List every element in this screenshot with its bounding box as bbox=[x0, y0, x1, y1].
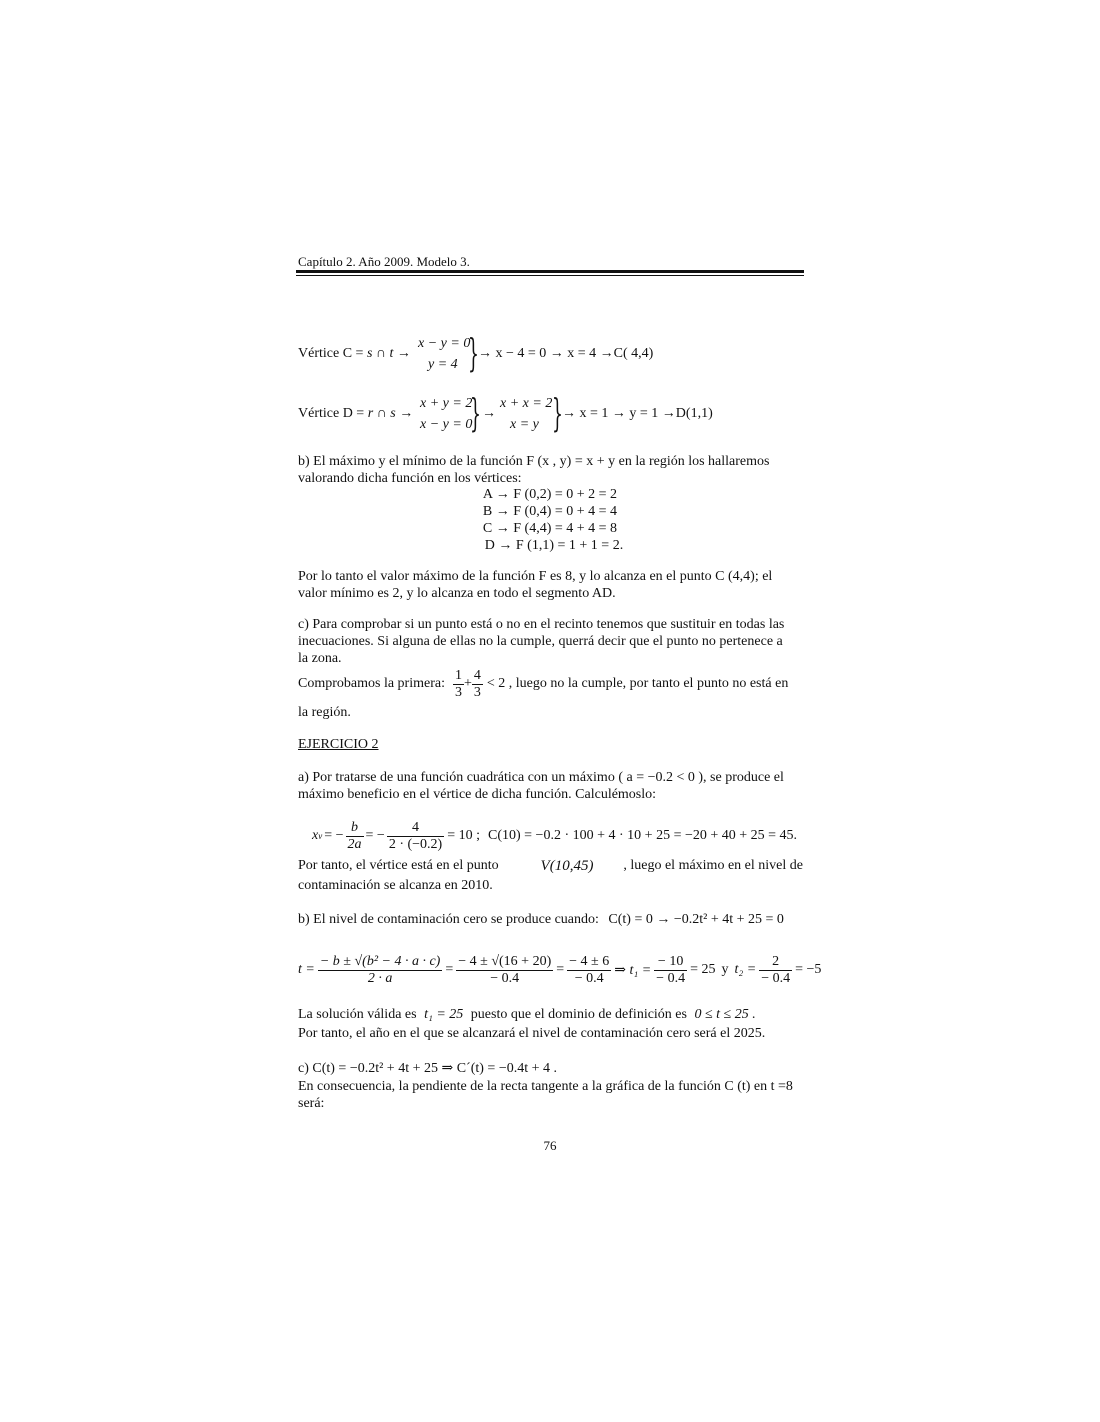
vertex-d-eq1b: x − y = 0 bbox=[420, 417, 473, 432]
concl-text-1: Por tanto, el vértice está en el punto bbox=[298, 858, 499, 873]
vertex-d-eq2b: x = y bbox=[510, 417, 539, 432]
t2-result: = −5 bbox=[795, 962, 822, 977]
concl-vertex: V(10,45) bbox=[540, 858, 594, 874]
part-c-line-1: c) Para comprobar si un punto está o no en el recinto tenemos que sustituir en todas las bbox=[298, 617, 785, 632]
ex2-c-conclusion-1: En consecuencia, la pendiente de la recta tangente a la gráfica de la función C (t) en t =8 bbox=[298, 1079, 793, 1094]
vertex-d-set: r ∩ s → bbox=[367, 406, 414, 421]
evaluation-a: A → F (0,2) = 0 + 2 = 2 bbox=[482, 487, 618, 502]
vertex-d-label: Vértice D = bbox=[298, 406, 368, 421]
vertex-d-eq1a: x + y = 2 bbox=[420, 396, 473, 411]
vertex-d-eq2a: x + x = 2 bbox=[500, 396, 553, 411]
ex2-a-line-2: máximo beneficio en el vértice de dicha función. Calculémoslo: bbox=[298, 787, 657, 802]
b-equation: C(t) = 0 → −0.2t² + 4t + 25 = 0 bbox=[608, 912, 784, 927]
xv-symbol: x bbox=[312, 828, 319, 843]
vertex-d-brace-1: } bbox=[470, 391, 481, 435]
page-number: 76 bbox=[543, 1138, 557, 1153]
quadratic-formula: t = $\frac{\text{− b ± √(b² − 4 · a · c)}}{2 \cdot a}$ = $\frac{- 4 \pm √(16 + 20)}{- 0.4}$ = $\frac{- 4 \pm 6}{- 0.4}$ ⇒ t₁ = $\frac{- 10}{- 0.4}$ = 25 y t₂ = $\frac{2}{- 0.4}$ = −5 bbox=[298, 953, 822, 986]
sol-domain: 0 ≤ t ≤ 25 . bbox=[694, 1007, 756, 1022]
section-title: EJERCICIO 2 bbox=[298, 737, 379, 752]
ex2-a-conclusion bbox=[298, 858, 803, 875]
fraction-one-third: $\frac{1}{3}$ bbox=[454, 667, 462, 700]
vertex-c-eq1: x − y = 0 bbox=[418, 336, 471, 351]
xv-result: = 10 ; bbox=[447, 828, 480, 843]
ex2-b-line bbox=[298, 912, 784, 928]
part-c-line-2: inecuaciones. Si alguna de ellas no la cumple, querrá decir que el punto no pertenece a bbox=[298, 634, 783, 649]
fraction-substituted: $\frac{- 4 \pm √(16 + 20)}{- 0.4}$ bbox=[458, 953, 552, 986]
y-word: y bbox=[721, 962, 729, 977]
part-c-end: la región. bbox=[298, 705, 351, 720]
vertex-c-brace: } bbox=[468, 331, 479, 375]
ex2-a-conclusion-3: contaminación se alcanza en 2010. bbox=[298, 878, 493, 893]
xv-subscript: v bbox=[318, 831, 323, 841]
fraction-general: $\frac{\text{− b ± √(b² − 4 · a · c)}}{2 \cdot a}$ bbox=[319, 953, 441, 986]
fraction-t1: $\frac{- 10}{- 0.4}$ bbox=[656, 953, 686, 986]
fraction-4-over: $\frac{4}{2 \cdot (-0.2)}$ bbox=[388, 819, 443, 852]
sol-text-c: puesto que el dominio de definición es bbox=[470, 1007, 687, 1022]
vertex-c-set: s ∩ t → bbox=[366, 346, 411, 361]
part-b-conclusion-2: valor mínimo es 2, y lo alcanza en todo el segmento AD. bbox=[298, 586, 616, 601]
vertex-formula bbox=[312, 816, 797, 856]
t-symbol: t = bbox=[298, 962, 315, 977]
vertex-c-label: Vértice C = bbox=[298, 346, 367, 361]
xv-eq: = − bbox=[324, 828, 344, 843]
fraction-simplified: $\frac{- 4 \pm 6}{- 0.4}$ bbox=[569, 953, 610, 986]
xv-eq-2: = − bbox=[365, 828, 385, 843]
check-plus: + bbox=[463, 676, 472, 691]
vertex-d-brace-2: } bbox=[552, 391, 563, 435]
fraction-t2: $\frac{2}{- 0.4}$ bbox=[761, 953, 791, 986]
vertex-c-eq2: y = 4 bbox=[428, 357, 458, 372]
sol-t1: t₁ = 25 bbox=[424, 1007, 464, 1022]
header-rule-thick bbox=[296, 270, 804, 273]
ex2-c-line: c) C(t) = −0.2t² + 4t + 25 ⇒ C´(t) = −0.4t + 4 . bbox=[298, 1061, 558, 1076]
evaluation-b: B → F (0,4) = 0 + 4 = 4 bbox=[482, 504, 618, 519]
ex2-a-line-1: a) Por tratarse de una función cuadrática con un máximo ( a = −0.2 < 0 ), se produce el bbox=[298, 770, 784, 785]
evaluation-c: C → F (4,4) = 4 + 4 = 8 bbox=[482, 521, 618, 536]
c10-evaluation: C(10) = −0.2 · 100 + 4 · 10 + 25 = −20 + 40 + 25 = 45. bbox=[488, 828, 798, 843]
vertex-c-result: → x − 4 = 0 → x = 4 →C( 4,4) bbox=[478, 346, 654, 361]
vertex-d-arrow: → bbox=[482, 406, 496, 421]
header-rule-thin bbox=[296, 275, 804, 276]
solution-line-2: Por tanto, el año en el que se alcanzará el nivel de contaminación cero será el 2025. bbox=[298, 1026, 766, 1041]
part-c-line-3: la zona. bbox=[298, 651, 342, 666]
t2-label: t₂ = bbox=[734, 962, 757, 977]
part-c-check bbox=[298, 666, 788, 702]
part-b-intro-1: b) El máximo y el mínimo de la función F (x , y) = x + y en la región los hallaremos bbox=[298, 454, 770, 469]
running-header: Capítulo 2. Año 2009. Modelo 3. bbox=[298, 254, 470, 269]
part-b-conclusion-1: Por lo tanto el valor máximo de la función F es 8, y lo alcanza en el punto C (4,4); el bbox=[298, 569, 773, 584]
sol-text-a: La solución válida es bbox=[298, 1007, 417, 1022]
ex2-c-conclusion-2: será: bbox=[298, 1096, 325, 1111]
evaluation-list bbox=[0, 486, 1100, 554]
part-b-intro-2: valorando dicha función en los vértices: bbox=[298, 471, 522, 486]
evaluation-d: D → F (1,1) = 1 + 1 = 2. bbox=[484, 538, 624, 553]
concl-text-2: , luego el máximo en el nivel de bbox=[623, 858, 803, 873]
t1-result: = 25 bbox=[690, 962, 716, 977]
check-prefix: Comprobamos la primera: bbox=[298, 676, 445, 691]
t1-label: ⇒ t₁ = bbox=[614, 962, 652, 978]
check-suffix: < 2 , luego no la cumple, por tanto el punto no está en bbox=[486, 676, 789, 691]
b-text: b) El nivel de contaminación cero se produce cuando: bbox=[298, 912, 599, 927]
fraction-b-2a: $\frac{b}{2a}$ bbox=[347, 819, 362, 852]
solution-line-1 bbox=[298, 1007, 756, 1023]
vertex-d-result: → x = 1 → y = 1 →D(1,1) bbox=[562, 406, 713, 421]
fraction-four-thirds: $\frac{4}{3}$ bbox=[473, 667, 481, 700]
